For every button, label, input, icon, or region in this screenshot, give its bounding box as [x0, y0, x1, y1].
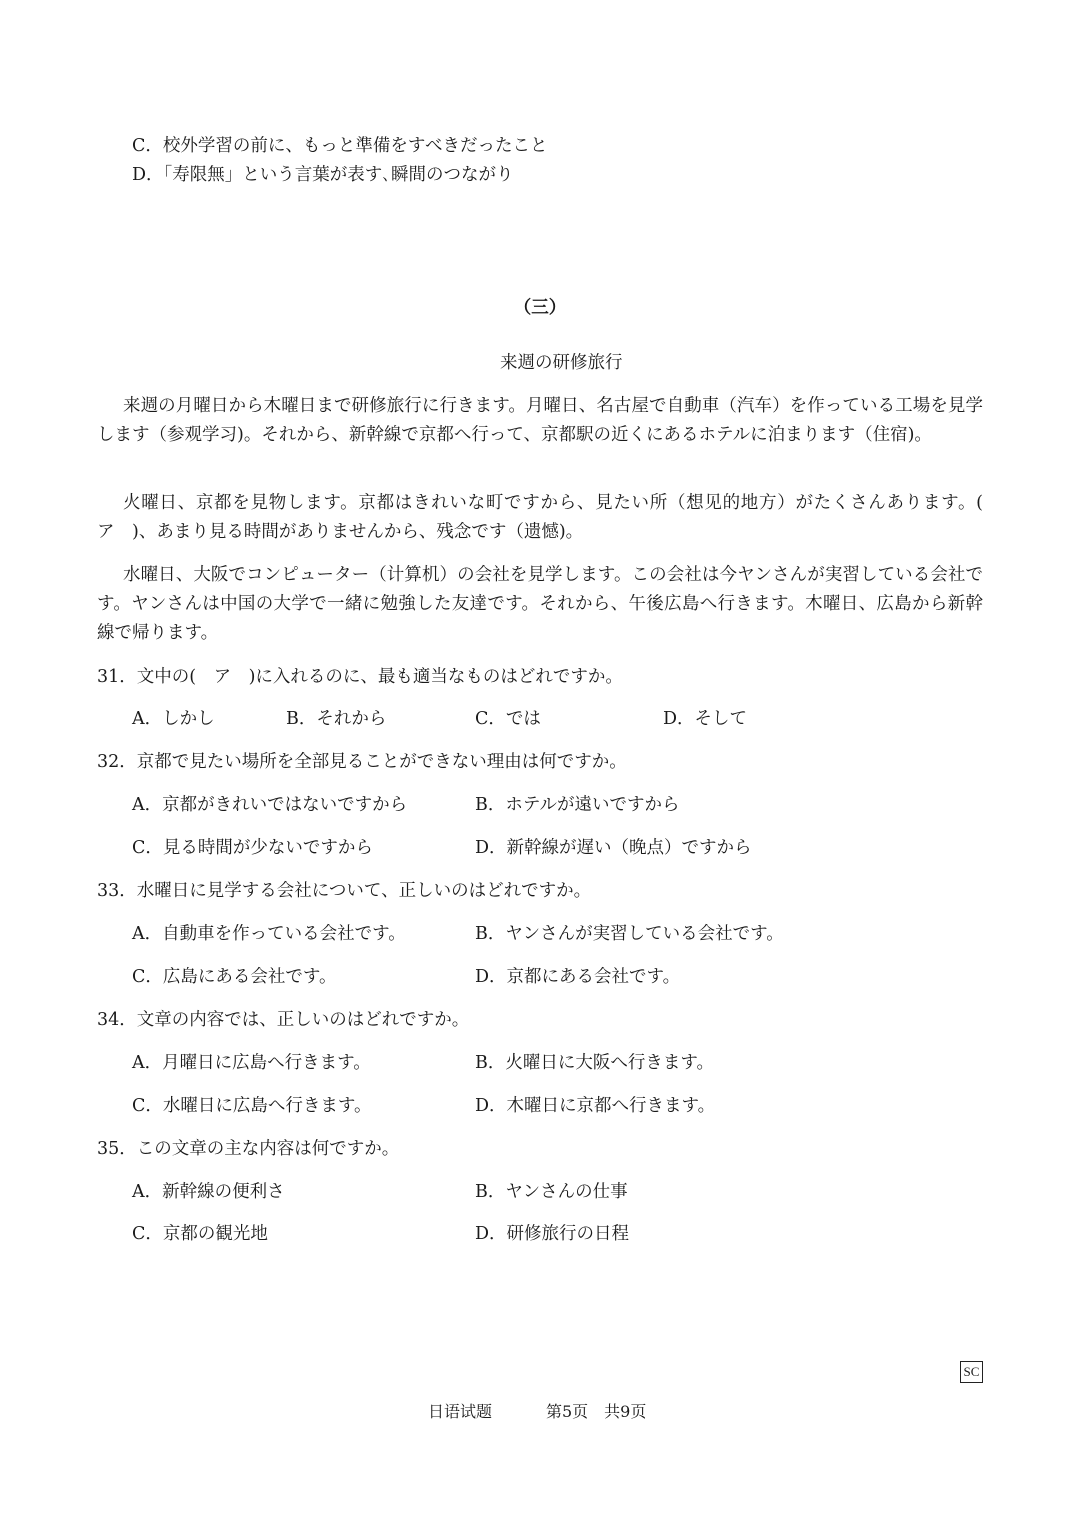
passage-paragraph-1: 来週の月曜日から木曜日まで研修旅行に行きます。月曜日、名古屋で自動車（汽车）を作っている工場を見学します（参观学习)。それから、新幹線で京都へ行って、京都駅の近くにあるホテルに泊まります（住宿)。	[97, 396, 983, 445]
question-33-stem: 33．水曜日に見学する会社について、正しいのはどれですか。	[97, 881, 592, 901]
footer-page-number: 第5页 共9页	[546, 1402, 647, 1421]
question-35-option-d: D．研修旅行の日程	[475, 1224, 630, 1244]
question-34-option-d: D．木曜日に京都へ行きます。	[475, 1096, 716, 1116]
question-32-option-c: C．見る時間が少ないですから	[132, 838, 373, 858]
question-34-option-b: B．火曜日に大阪へ行きます。	[475, 1053, 714, 1073]
question-35-stem: 35．この文章の主な内容は何ですか。	[97, 1139, 400, 1159]
passage-title: 来週の研修旅行	[500, 353, 623, 373]
question-31-option-b: B．それから	[286, 709, 387, 729]
question-31-stem: 31．文中の( ア )に入れるのに、最も適当なものはどれですか。	[97, 667, 623, 687]
question-31-option-a: A．しかし	[132, 709, 215, 729]
question-34-option-a: A．月曜日に広島へ行きます。	[132, 1053, 371, 1073]
passage-paragraph-3: 水曜日、大阪でコンピューター（计算机）の会社を見学します。この会社は今ヤンさんが実習している会社です。ヤンさんは中国の大学で一緒に勉強した友達です。それから、午後広島へ行きます。木曜日、広島から新幹線で帰ります。	[97, 565, 983, 643]
sc-mark: SC	[960, 1361, 983, 1383]
question-35-option-c: C．京都の観光地	[132, 1224, 268, 1244]
question-34-stem: 34．文章の内容では、正しいのはどれですか。	[97, 1010, 470, 1030]
question-32-option-a: A．京都がきれいではないですから	[132, 795, 408, 815]
question-35-option-b: B．ヤンさんの仕事	[475, 1182, 628, 1202]
question-34-option-c: C．水曜日に広島へ行きます。	[132, 1096, 372, 1116]
section-number: （三）	[513, 298, 567, 318]
question-32-option-b: B．ホテルが遠いですから	[475, 795, 680, 815]
prev-option-c: C．校外学習の前に、もっと準備をすべきだったこと	[132, 136, 548, 156]
question-32-stem: 32．京都で見たい場所を全部見ることができない理由は何ですか。	[97, 752, 627, 772]
question-32-option-d: D．新幹線が遅い（晚点）ですから	[475, 838, 752, 858]
question-33-option-a: A．自動車を作っている会社です。	[132, 924, 406, 944]
footer-subject: 日语试题	[428, 1402, 493, 1421]
prev-option-d: D．「寿限無」という言葉が表す､瞬間のつながり	[132, 165, 514, 185]
question-33-option-d: D．京都にある会社です。	[475, 967, 681, 987]
question-33-option-b: B．ヤンさんが実習している会社です。	[475, 924, 784, 944]
question-31-option-c: C．では	[475, 709, 541, 729]
question-33-option-c: C．広島にある会社です。	[132, 967, 337, 987]
question-35-option-a: A．新幹線の便利さ	[132, 1182, 285, 1202]
passage-paragraph-2: 火曜日、京都を見物します。京都はきれいな町ですから、見たい所（想见的地方）がたくさんあります。( ア )、あまり見る時間がありませんから、残念です（遗憾)。	[97, 493, 1001, 542]
question-31-option-d: D．そして	[663, 709, 748, 729]
